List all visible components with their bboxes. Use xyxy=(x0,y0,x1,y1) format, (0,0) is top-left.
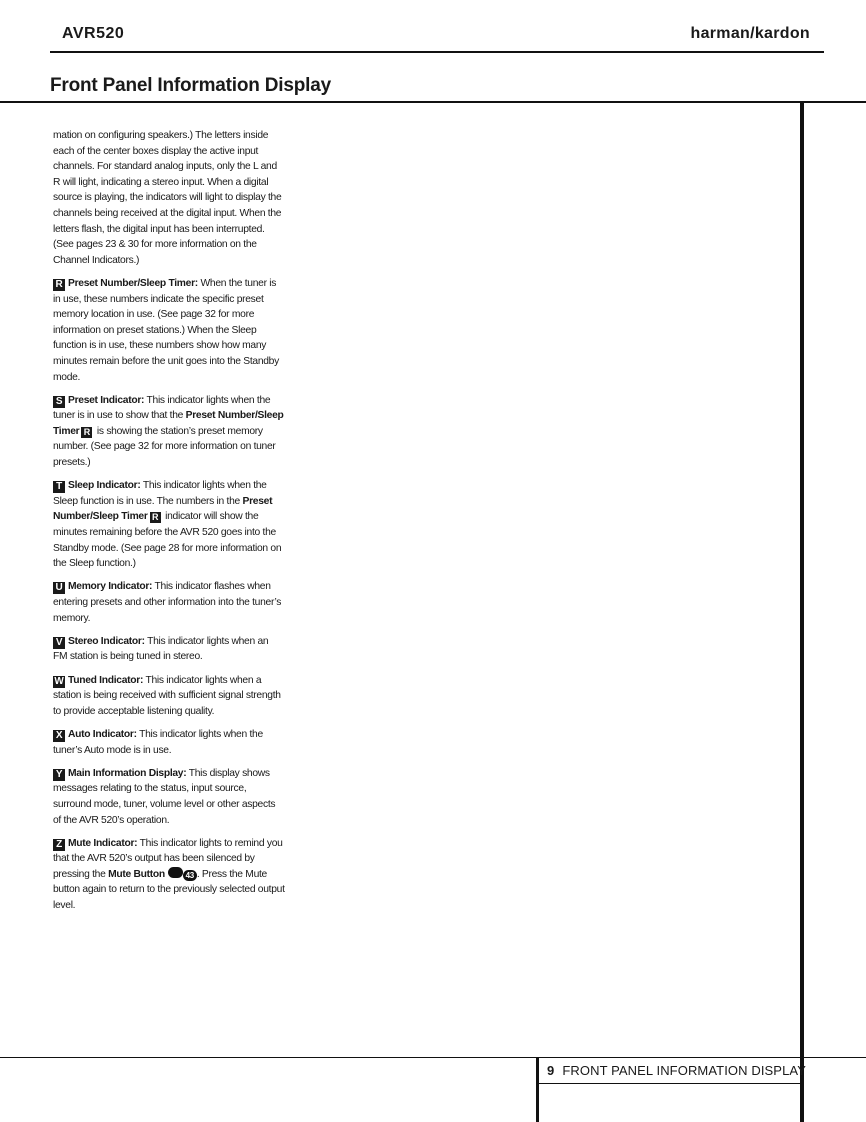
intro-paragraph: mation on configuring speakers.) The letters inside each of the center boxes display the active input channels. For standard analog inputs, only the L and R will light, indicating a stereo input. When a digital source is playing, the indicators will light to display the channels being received at the digital input. When the letters flash, the digital input has been interrupted. (See pages 23 & 30 for more information on the Channel Indicators.) xyxy=(53,130,282,266)
item-term-ref: Preset Number/Sleep Timer xyxy=(53,495,273,523)
footer-underline xyxy=(536,1083,802,1084)
item-preset-number xyxy=(53,276,285,385)
item-text: is showing the station’s preset memory number. (See page 32 for more information on tuner presets.) xyxy=(53,425,276,469)
item-preset-indicator xyxy=(53,393,285,471)
body-column xyxy=(53,128,285,921)
item-text: This indicator lights when the Sleep function is in use. The numbers in the xyxy=(53,480,267,507)
item-key-badge: Y xyxy=(53,769,65,781)
page-footer xyxy=(547,1063,806,1078)
item-key-badge: Z xyxy=(53,839,65,851)
item-stereo-indicator xyxy=(53,634,285,665)
item-text: When the tuner is in use, these numbers indicate the specific preset memory location in use. (See page 32 for more information on preset stations.) When the Sleep function is in use, these numbers show how many minutes remain before the unit goes into the Standby mode. xyxy=(53,277,279,383)
item-key-badge: V xyxy=(53,637,65,649)
item-key-badge: S xyxy=(53,396,65,408)
page-number: 9 xyxy=(547,1063,555,1078)
item-memory-indicator xyxy=(53,579,285,626)
model-name: AVR520 xyxy=(62,25,125,42)
section-label: FRONT PANEL INFORMATION DISPLAY xyxy=(562,1063,806,1078)
ref-key-badge: R xyxy=(81,427,92,438)
title-rule xyxy=(0,101,866,103)
footer-rule xyxy=(0,1057,866,1058)
item-key-badge: U xyxy=(53,582,65,594)
footer-divider xyxy=(536,1057,539,1122)
item-text: This indicator flashes when entering presets and other information into the tuner’s memory. xyxy=(53,581,282,624)
item-term: Auto Indicator: xyxy=(68,728,137,740)
item-key-badge: T xyxy=(53,481,65,493)
item-key-badge: W xyxy=(54,675,64,687)
item-key-badge: X xyxy=(53,730,65,742)
page-title: Front Panel Information Display xyxy=(50,75,331,96)
item-term: Tuned Indicator: xyxy=(68,674,144,686)
item-main-display xyxy=(53,766,285,828)
ref-key-badge: R xyxy=(150,512,161,523)
item-auto-indicator xyxy=(53,727,285,758)
item-mute-indicator xyxy=(53,836,285,914)
item-term: Mute Indicator: xyxy=(68,837,138,849)
item-text: This indicator lights to remind you that the AVR 520’s output has been silenced by pressing the xyxy=(53,837,283,880)
item-text: This indicator lights when the tuner is in use to show that the xyxy=(53,394,271,422)
item-text: This indicator lights when a station is being received with sufficient signal strength to provide acceptable listening quality. xyxy=(53,674,281,717)
item-term: Main Information Display: xyxy=(68,767,187,779)
ref-number-badge: 43 xyxy=(183,870,197,881)
item-text: indicator will show the minutes remaining before the AVR 520 goes into the Standby mode. (See page 28 for more information on the Sleep function.) xyxy=(53,511,282,570)
brand-logo: harman/kardon xyxy=(690,25,810,42)
item-text: This indicator lights when an FM station is being tuned in stereo. xyxy=(53,635,269,663)
item-term-ref: Preset Number/Sleep Timer xyxy=(53,410,284,437)
item-tuned-indicator xyxy=(53,673,285,720)
item-term-ref: Mute Button xyxy=(108,868,165,880)
item-sleep-indicator xyxy=(53,478,285,572)
item-term: Sleep Indicator: xyxy=(68,480,141,492)
item-term: Preset Indicator: xyxy=(68,394,145,406)
item-text: This indicator lights when the tuner’s Auto mode is in use. xyxy=(53,728,263,756)
item-key-badge: R xyxy=(53,279,65,291)
item-term: Memory Indicator: xyxy=(68,581,153,593)
right-margin-rule xyxy=(800,101,804,1122)
item-text: This display shows messages relating to the status, input source, surround mode, tuner, volume level or other aspects of the AVR 520’s operation. xyxy=(53,767,276,826)
item-term: Stereo Indicator: xyxy=(68,635,145,647)
button-dot-icon xyxy=(168,867,183,878)
item-term: Preset Number/Sleep Timer: xyxy=(68,277,198,289)
header-rule xyxy=(50,51,824,53)
item-text: . Press the Mute button again to return to the previously selected output level. xyxy=(53,868,285,912)
